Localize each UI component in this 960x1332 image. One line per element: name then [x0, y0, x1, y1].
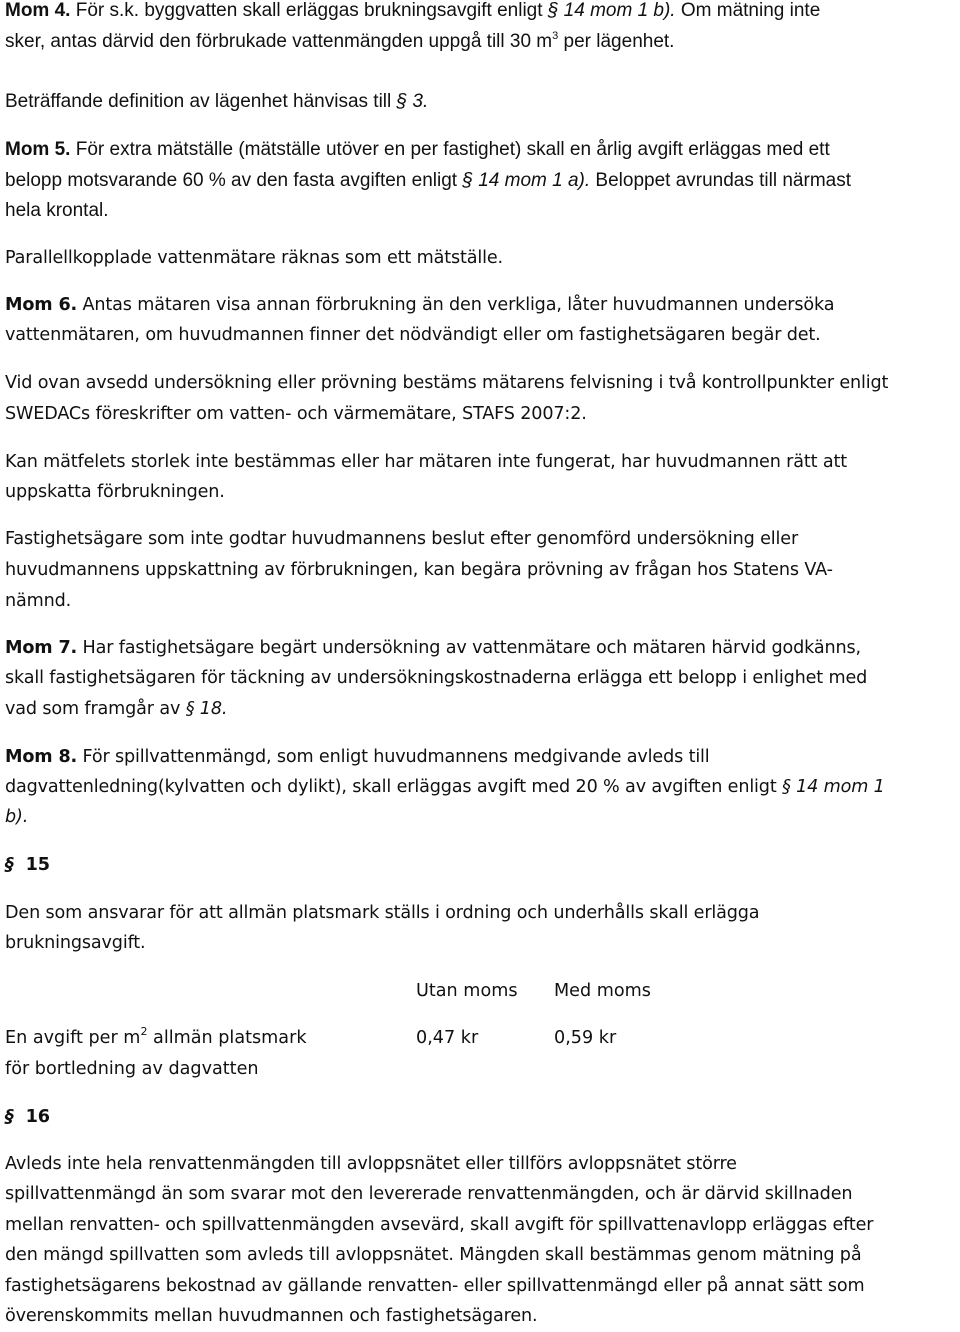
mom5-line1: [5, 135, 950, 166]
section16-line5: fastighetsägarens bekostnad av gällande renvatten- eller spillvattenmängd eller på annat sätt som: [5, 1276, 865, 1296]
section-number: 15: [25, 855, 50, 875]
mom4-label: Mom 4.: [5, 0, 71, 21]
section16-line6: överenskommits mellan huvudmannen och fastighetsägaren.: [5, 1306, 538, 1326]
definition-text: Beträffande definition av lägenhet hänvisas till: [5, 91, 397, 112]
mom5-line2: [5, 166, 950, 197]
mom5-line3: hela krontal.: [5, 200, 109, 221]
kan-line2: uppskatta förbrukningen.: [5, 482, 225, 502]
table-row-label-line2: för bortledning av dagvatten: [5, 1059, 259, 1079]
section16-line1: Avleds inte hela renvattenmängden till avloppsnätet eller tillförs avloppsnätet större: [5, 1154, 737, 1174]
mom5-text: belopp motsvarande 60 % av den fasta avgiften enligt: [5, 170, 463, 191]
section-symbol: §: [5, 855, 14, 875]
mom7-text: Har fastighetsägare begärt undersökning av vattenmätare och mätaren härvid godkänns,: [77, 638, 862, 658]
mom6-line2: vattenmätaren, om huvudmannen finner det nödvändigt eller om fastighetsägaren begär det.: [5, 325, 821, 345]
fastighetsagare-line2: huvudmannens uppskattning av förbrukningen, kan begära prövning av frågan hos Statens VA-: [5, 560, 833, 580]
fastighetsagare-line3: nämnd.: [5, 591, 72, 611]
table-header-med-moms: Med moms: [554, 981, 651, 1001]
row-label-text: En avgift per m: [5, 1028, 141, 1048]
definition-reference: § 3.: [396, 91, 429, 112]
superscript-3: 3: [552, 30, 559, 42]
mom6-label: Mom 6.: [5, 295, 78, 315]
parallel-paragraph: Parallellkopplade vattenmätare räknas som ett mätställe.: [5, 248, 503, 268]
mom5-label: Mom 5.: [5, 139, 71, 160]
section-16-heading: [5, 1102, 950, 1133]
mom8-text: dagvattenledning(kylvatten och dylikt), skall erläggas avgift med 20 % av avgiften enligt: [5, 777, 783, 797]
mom7-label: Mom 7.: [5, 638, 78, 658]
mom8-line3: b).: [5, 807, 29, 827]
section-symbol: §: [5, 1107, 14, 1127]
vid-ovan-line2: SWEDACs föreskrifter om vatten- och värmemätare, STAFS 2007:2.: [5, 404, 587, 424]
mom4-reference: § 14 mom 1 b).: [547, 0, 676, 21]
superscript-2: 2: [140, 1025, 148, 1038]
mom4-line2: [5, 27, 950, 58]
mom5-text: Beloppet avrundas till närmast: [590, 170, 852, 191]
mom5-reference: § 14 mom 1 a).: [462, 170, 591, 191]
mom5-text: För extra mätställe (mätställe utöver en per fastighet) skall en årlig avgift erläggas med ett: [70, 139, 830, 160]
mom4-line1: [5, 0, 950, 27]
vid-ovan-line1: Vid ovan avsedd undersökning eller prövning bestäms mätarens felvisning i två kontrollpunkter enligt: [5, 373, 889, 393]
definition-paragraph: [5, 87, 950, 118]
section15-line2: brukningsavgift.: [5, 933, 146, 953]
mom8-text: För spillvattenmängd, som enligt huvudmannens medgivande avleds till: [77, 747, 710, 767]
mom7-reference: § 18.: [185, 699, 228, 719]
mom8-reference: § 14 mom 1: [782, 777, 885, 797]
table-row-label-line1: [5, 1023, 307, 1054]
mom7-text: vad som framgår av: [5, 699, 186, 719]
mom4-text: per lägenhet.: [558, 31, 675, 52]
section15-line1: Den som ansvarar för att allmän platsmark ställs i ordning och underhålls skall erlägga: [5, 903, 760, 923]
section16-line4: den mängd spillvatten som avleds till avloppsnätet. Mängden skall bestämmas genom mätning på: [5, 1245, 862, 1265]
mom8-line1: [5, 742, 950, 773]
fastighetsagare-line1: Fastighetsägare som inte godtar huvudmannens beslut efter genomförd undersökning eller: [5, 529, 799, 549]
kan-line1: Kan mätfelets storlek inte bestämmas eller har mätaren inte fungerat, har huvudmannen rätt att: [5, 452, 847, 472]
mom6-line1: [5, 290, 950, 321]
mom4-text: Om mätning inte: [675, 0, 821, 21]
section16-line3: mellan renvatten- och spillvattenmängden avsevärd, skall avgift för spillvattenavlopp erläggas efter: [5, 1215, 874, 1235]
mom6-text: Antas mätaren visa annan förbrukning än den verkliga, låter huvudmannen undersöka: [77, 295, 835, 315]
mom4-text: För s.k. byggvatten skall erläggas brukningsavgift enligt: [70, 0, 548, 21]
mom8-line2: [5, 772, 950, 803]
section-number: 16: [25, 1107, 50, 1127]
table-header-utan-moms: Utan moms: [416, 981, 518, 1001]
row-label-text: allmän platsmark: [147, 1028, 307, 1048]
table-value-med-moms: 0,59 kr: [554, 1028, 617, 1048]
mom7-line1: [5, 633, 950, 664]
mom7-line2: skall fastighetsägaren för täckning av undersökningskostnaderna erlägga ett belopp i enlighet med: [5, 668, 868, 688]
mom8-label: Mom 8.: [5, 747, 78, 767]
mom4-text: sker, antas därvid den förbrukade vattenmängden uppgå till 30 m: [5, 31, 553, 52]
section-15-heading: [5, 850, 950, 881]
mom7-line3: [5, 694, 950, 725]
table-value-utan-moms: 0,47 kr: [416, 1028, 479, 1048]
section16-line2: spillvattenmängd än som svarar mot den levererade renvattenmängden, och är därvid skillnaden: [5, 1184, 853, 1204]
